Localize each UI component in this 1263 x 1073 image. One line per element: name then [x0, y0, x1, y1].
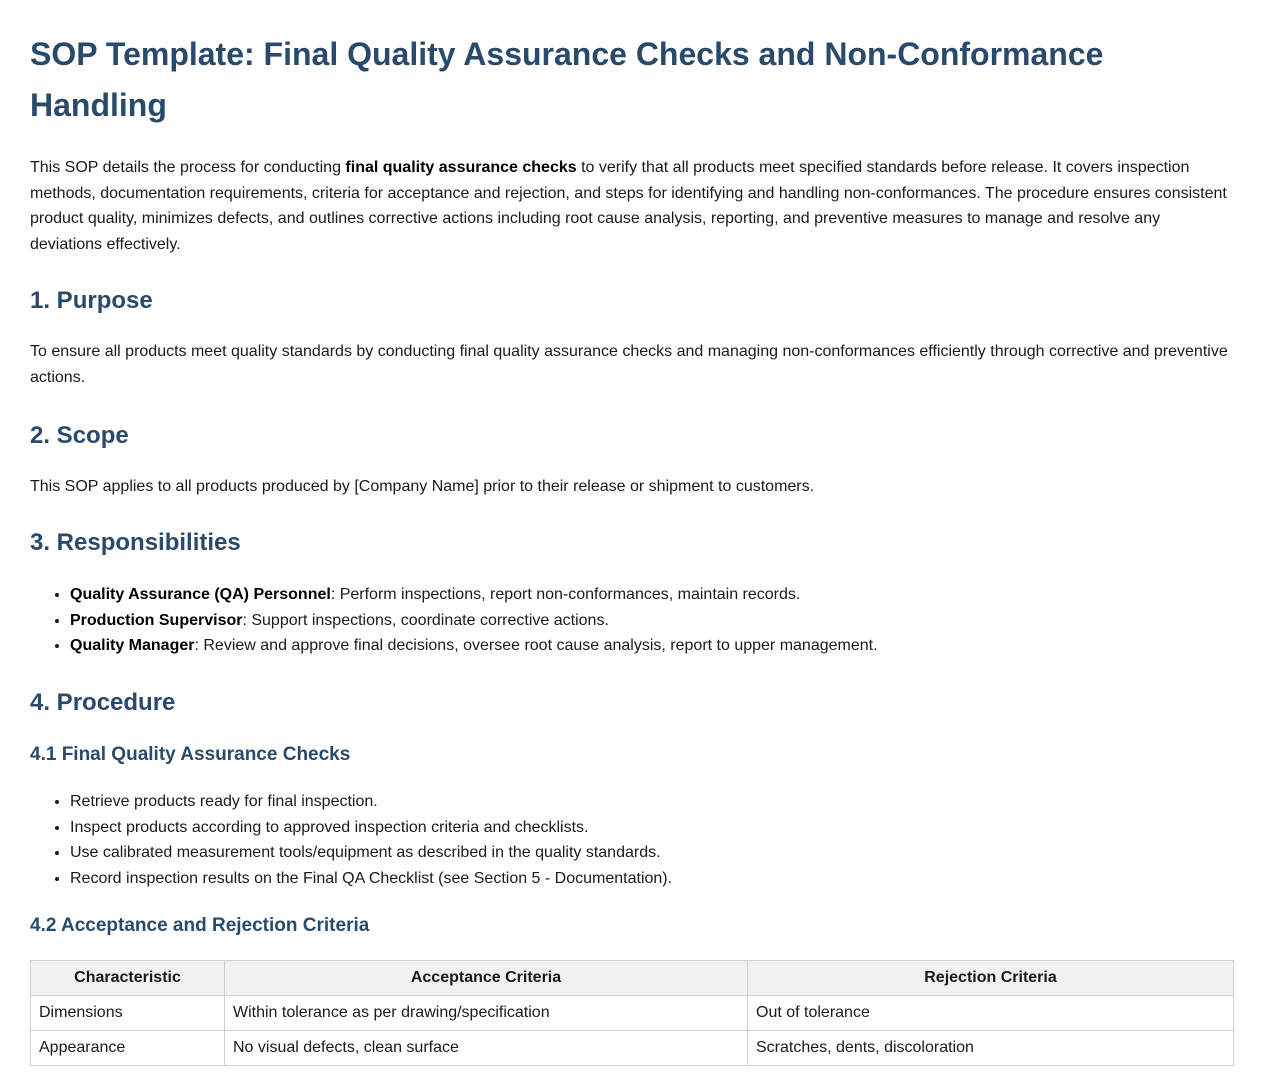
- table-cell: No visual defects, clean surface: [225, 1031, 748, 1066]
- role-name: Quality Assurance (QA) Personnel: [70, 586, 331, 604]
- intro-paragraph: [30, 155, 1233, 257]
- column-header: Characteristic: [31, 961, 225, 996]
- scope-text: This SOP applies to all products produced by [Company Name] prior to their release or shipment to customers.: [30, 477, 815, 495]
- table-cell: Within tolerance as per drawing/specification: [225, 996, 748, 1031]
- document-page: [0, 29, 1263, 1066]
- purpose-text: To ensure all products meet quality standards by conducting final quality assurance checks and managing non-conformances efficiently through corrective and preventive actions.: [30, 343, 1228, 386]
- table-cell: Scratches, dents, discoloration: [748, 1031, 1234, 1066]
- intro-emphasis: final quality assurance checks: [345, 159, 577, 176]
- list-item: • Retrieve products ready for final inspection.: [70, 789, 1233, 815]
- list-item: • Record inspection results on the Final QA Checklist (see Section 5 - Documentation).: [70, 866, 1233, 892]
- role-description: : Perform inspections, report non-conformances, maintain records.: [330, 586, 801, 604]
- role-name: Production Supervisor: [70, 611, 243, 629]
- checks-list: [30, 789, 1233, 891]
- procedure-heading: 4. Procedure: [30, 688, 176, 716]
- page-title: SOP Template: Final Quality Assurance Checks and Non-Conformance Handling: [30, 36, 1104, 123]
- list-item: • Use calibrated measurement tools/equipment as described in the quality standards.: [70, 840, 1233, 866]
- table-header-row: [31, 961, 1234, 996]
- role-description: : Support inspections, coordinate corrective actions.: [242, 611, 609, 629]
- table-cell: Out of tolerance: [748, 996, 1234, 1031]
- column-header: Rejection Criteria: [748, 961, 1234, 996]
- criteria-table: [30, 960, 1234, 1066]
- intro-text-start: This SOP details the process for conducting: [30, 159, 346, 176]
- table-cell: Appearance: [31, 1031, 225, 1066]
- role-name: Quality Manager: [70, 637, 195, 655]
- role-description: : Review and approve final decisions, oversee root cause analysis, report to upper management.: [194, 637, 878, 655]
- list-item: [70, 633, 1233, 659]
- scope-heading: 2. Scope: [30, 421, 129, 449]
- intro-text-end: to verify that all products meet specified standards before release. It covers inspection methods, documentation requirements, criteria for acceptance and rejection, and steps for identifying and handling non-conformances. The procedure ensures consistent product quality, minimizes defects, and outlines corrective actions including root cause analysis, reporting, and preventive measures to manage and resolve any deviations effectively.: [30, 159, 1227, 253]
- checks-subheading: 4.1 Final Quality Assurance Checks: [30, 743, 351, 765]
- purpose-heading: 1. Purpose: [30, 287, 153, 315]
- table-row: [31, 996, 1234, 1031]
- responsibilities-heading: 3. Responsibilities: [30, 529, 241, 557]
- table-cell: Dimensions: [31, 996, 225, 1031]
- column-header: Acceptance Criteria: [225, 961, 748, 996]
- criteria-subheading: 4.2 Acceptance and Rejection Criteria: [30, 915, 370, 937]
- list-item: [70, 608, 1233, 634]
- responsibilities-list: [30, 582, 1233, 659]
- table-row: [31, 1031, 1234, 1066]
- list-item: • Inspect products according to approved inspection criteria and checklists.: [70, 815, 1233, 841]
- list-item: [70, 582, 1233, 608]
